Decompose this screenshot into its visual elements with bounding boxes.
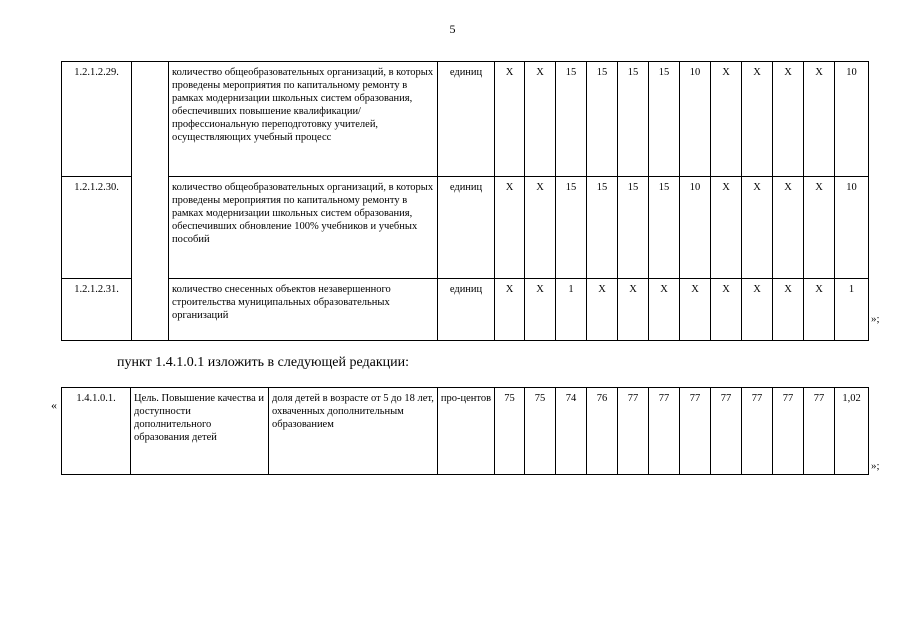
- value-cell: 77: [804, 388, 835, 475]
- unit-cell: единиц: [438, 177, 495, 279]
- empty-merged-cell: [132, 62, 169, 341]
- value-cell: 75: [525, 388, 556, 475]
- value-cell: X: [773, 279, 804, 341]
- value-cell: 15: [649, 62, 680, 177]
- value-cell: X: [742, 177, 773, 279]
- value-cell: X: [618, 279, 649, 341]
- indicator-text: количество общеобразовательных организаций, в которых проведены мероприятия по капитальному ремонту в рамках модернизации школьных систем образования, обеспечивших обновление 100% учебников и учебных пособий: [169, 177, 438, 279]
- indicator-text: доля детей в возрасте от 5 до 18 лет, охваченных дополнительным образованием: [269, 388, 438, 475]
- value-cell: X: [649, 279, 680, 341]
- value-cell: 15: [618, 62, 649, 177]
- table-row: [62, 62, 869, 177]
- value-cell: 1: [556, 279, 587, 341]
- value-cell: 74: [556, 388, 587, 475]
- value-cell: 10: [680, 177, 711, 279]
- value-cell: X: [711, 279, 742, 341]
- value-cell: X: [525, 62, 556, 177]
- unit-cell: единиц: [438, 279, 495, 341]
- value-cell: X: [711, 62, 742, 177]
- value-cell: X: [773, 177, 804, 279]
- value-cell: X: [525, 177, 556, 279]
- row-code: 1.2.1.2.30.: [62, 177, 132, 279]
- indicator-text: количество снесенных объектов незавершенного строительства муниципальных образовательных организаций: [169, 279, 438, 341]
- value-cell: 1,02: [835, 388, 869, 475]
- value-cell: 76: [587, 388, 618, 475]
- value-cell: 77: [680, 388, 711, 475]
- table-row: [62, 177, 869, 279]
- value-cell: 10: [680, 62, 711, 177]
- value-cell: 77: [773, 388, 804, 475]
- value-cell: 10: [835, 177, 869, 279]
- value-cell: 77: [742, 388, 773, 475]
- row-code: 1.2.1.2.29.: [62, 62, 132, 177]
- closing-quote-mark: »;: [871, 313, 880, 325]
- value-cell: 15: [587, 177, 618, 279]
- value-cell: 10: [835, 62, 869, 177]
- indicators-table: [61, 61, 869, 341]
- table-row: [62, 279, 869, 341]
- opening-quote-mark: «: [51, 398, 57, 412]
- amended-indicator-table: [61, 387, 869, 475]
- value-cell: X: [495, 177, 525, 279]
- value-cell: 77: [618, 388, 649, 475]
- closing-quote-mark: »;: [871, 460, 880, 472]
- value-cell: 15: [587, 62, 618, 177]
- value-cell: X: [804, 279, 835, 341]
- value-cell: 1: [835, 279, 869, 341]
- value-cell: X: [804, 62, 835, 177]
- unit-cell: про-центов: [438, 388, 495, 475]
- value-cell: X: [587, 279, 618, 341]
- row-code: 1.4.1.0.1.: [62, 388, 131, 475]
- value-cell: 77: [649, 388, 680, 475]
- value-cell: X: [680, 279, 711, 341]
- row-code: 1.2.1.2.31.: [62, 279, 132, 341]
- page-number: 5: [449, 22, 456, 36]
- amendment-instruction: пункт 1.4.1.0.1 изложить в следующей редакции:: [117, 355, 409, 370]
- unit-cell: единиц: [438, 62, 495, 177]
- value-cell: X: [525, 279, 556, 341]
- value-cell: 75: [495, 388, 525, 475]
- table-row: [62, 388, 869, 475]
- value-cell: 15: [556, 62, 587, 177]
- value-cell: X: [804, 177, 835, 279]
- value-cell: X: [742, 62, 773, 177]
- value-cell: X: [495, 279, 525, 341]
- value-cell: X: [495, 62, 525, 177]
- value-cell: 15: [649, 177, 680, 279]
- indicator-text: количество общеобразовательных организаций, в которых проведены мероприятия по капитальному ремонту в рамках модернизации школьных систем образования, обеспечивших повышение квалификации/профессиональную переподготовку учителей, осуществляющих учебный процесс: [169, 62, 438, 177]
- value-cell: X: [773, 62, 804, 177]
- value-cell: 15: [618, 177, 649, 279]
- value-cell: X: [742, 279, 773, 341]
- value-cell: X: [711, 177, 742, 279]
- value-cell: 77: [711, 388, 742, 475]
- goal-text: Цель. Повышение качества и доступности дополнительного образования детей: [131, 388, 269, 475]
- value-cell: 15: [556, 177, 587, 279]
